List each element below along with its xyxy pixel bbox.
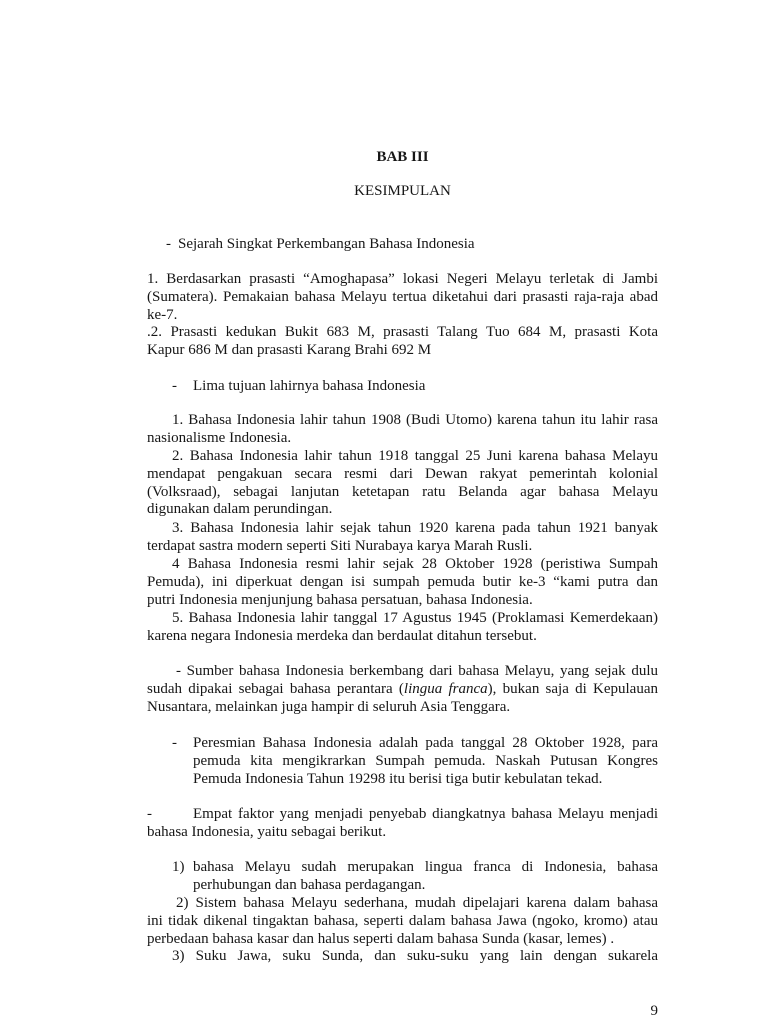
text-segment: Empat faktor yang menjadi penyebab diangkatnya bahasa Melayu menjadi xyxy=(193,806,658,822)
birth-heading-text: Lima tujuan lahirnya bahasa Indonesia xyxy=(193,378,426,394)
text-line: pemuda kita mengikrarkan Sumpah pemuda. Naskah Putusan Kongres xyxy=(193,752,658,769)
page-number: 9 xyxy=(650,1003,658,1019)
birth-point-3 xyxy=(147,520,658,556)
bullet-dash: - xyxy=(172,735,177,751)
bulleted-line xyxy=(147,806,658,824)
bullet-dash: - xyxy=(172,378,177,394)
list-marker: 1) xyxy=(172,859,185,875)
text-line: putri Indonesia menjunjung bahasa persatuan, bahasa Indonesia. xyxy=(147,591,533,608)
text-line: mendapat pengakuan secara resmi dari Dewan rakyat pemerintah kolonial xyxy=(147,465,658,482)
text-line: ke-7. xyxy=(147,306,178,323)
text-line: (Volksraad), sebagai lanjutan ketetapan ratu Belanda agar bahasa Melayu xyxy=(147,483,658,500)
text-line: (Sumatera). Pemakaian bahasa Melayu tertua diketahui dari prasasti raja-raja abad xyxy=(147,288,658,305)
numbered-line xyxy=(147,859,658,877)
birth-point-2 xyxy=(147,448,658,519)
text-line: perbedaan bahasa kasar dan halus seperti dalam bahasa Sunda (kasar, lemes) . xyxy=(147,930,615,947)
text-line: karena negara Indonesia merdeka dan berdaulat ditahun tersebut. xyxy=(147,627,537,644)
text-line: Kapur 686 M dan prasasti Karang Brahi 692 M xyxy=(147,341,432,358)
text-line: 5. Bahasa Indonesia lahir tanggal 17 Agustus 1945 (Proklamasi Kemerdekaan) xyxy=(172,610,658,626)
history-point-2 xyxy=(147,324,658,360)
text-line: perhubungan dan bahasa perdagangan. xyxy=(193,876,426,893)
text-line: bahasa Indonesia, yaitu sebagai berikut. xyxy=(147,823,387,840)
text-line: Pemuda), ini diperkuat dengan isi sumpah pemuda butir ke-3 “kami putra dan xyxy=(147,573,658,590)
history-heading-text: Sejarah Singkat Perkembangan Bahasa Indonesia xyxy=(178,236,475,252)
birth-point-1 xyxy=(147,412,658,448)
factors-heading xyxy=(147,806,658,842)
birth-point-4 xyxy=(147,556,658,609)
text-segment: sudah dipakai sebagai bahasa perantara ( xyxy=(147,680,404,697)
text-segment: Peresmian Bahasa Indonesia adalah pada tanggal 28 Oktober 1928, para xyxy=(193,735,658,751)
text-line: Pemuda Indonesia Tahun 19298 itu berisi tiga butir kebulatan tekad. xyxy=(193,770,603,787)
factor-2 xyxy=(147,895,658,948)
text-segment: bahasa Melayu sudah merupakan lingua franca di Indonesia, bahasa xyxy=(193,859,658,875)
text-line: .2. Prasasti kedukan Bukit 683 M, prasasti Talang Tuo 684 M, prasasti Kota xyxy=(147,324,658,340)
source-paragraph xyxy=(147,663,658,716)
text-line: 4 Bahasa Indonesia resmi lahir sejak 28 Oktober 1928 (peristiwa Sumpah xyxy=(172,556,658,572)
bullet-dash: - xyxy=(166,236,171,252)
text-line: - Sumber bahasa Indonesia berkembang dari bahasa Melayu, yang sejak dulu xyxy=(176,663,658,679)
bullet-dash: - xyxy=(147,806,152,822)
text-line: ini tidak dikenal tingaktan bahasa, seperti dalam bahasa Jawa (ngoko, kromo) atau xyxy=(147,912,658,929)
inauguration-paragraph xyxy=(147,735,658,788)
history-heading xyxy=(166,235,475,253)
text-line: terdapat sastra modern seperti Siti Nurabaya karya Marah Rusli. xyxy=(147,537,533,554)
history-point-1 xyxy=(147,271,658,324)
text-line: 2. Bahasa Indonesia lahir tahun 1918 tanggal 25 Juni karena bahasa Melayu xyxy=(172,448,658,464)
text-line: nasionalisme Indonesia. xyxy=(147,429,292,446)
bulleted-line xyxy=(147,735,658,753)
text-segment: ), bukan saja di Kepulauan xyxy=(487,680,658,697)
text-line-with-italic xyxy=(147,681,658,699)
text-line: 3. Bahasa Indonesia lahir sejak tahun 1920 karena pada tahun 1921 banyak xyxy=(172,520,658,536)
chapter-title: KESIMPULAN xyxy=(354,183,451,199)
text-line: 2) Sistem bahasa Melayu sederhana, mudah dipelajari karena dalam bahasa xyxy=(176,895,658,911)
factor-3 xyxy=(147,948,658,966)
chapter-heading: BAB III xyxy=(376,149,429,165)
text-line: 3) Suku Jawa, suku Sunda, dan suku-suku yang lain dengan sukarela xyxy=(172,948,658,964)
factor-1 xyxy=(147,859,658,895)
text-line: Nusantara, melainkan juga hampir di seluruh Asia Tenggara. xyxy=(147,698,511,715)
text-line: 1. Berdasarkan prasasti “Amoghapasa” lokasi Negeri Melayu terletak di Jambi xyxy=(147,271,658,287)
text-line: digunakan dalam perundingan. xyxy=(147,501,333,518)
text-line: 1. Bahasa Indonesia lahir tahun 1908 (Budi Utomo) karena tahun itu lahir rasa xyxy=(172,412,658,428)
italic-term: lingua franca xyxy=(403,680,488,697)
birth-heading xyxy=(172,377,425,395)
birth-point-5 xyxy=(147,610,658,646)
